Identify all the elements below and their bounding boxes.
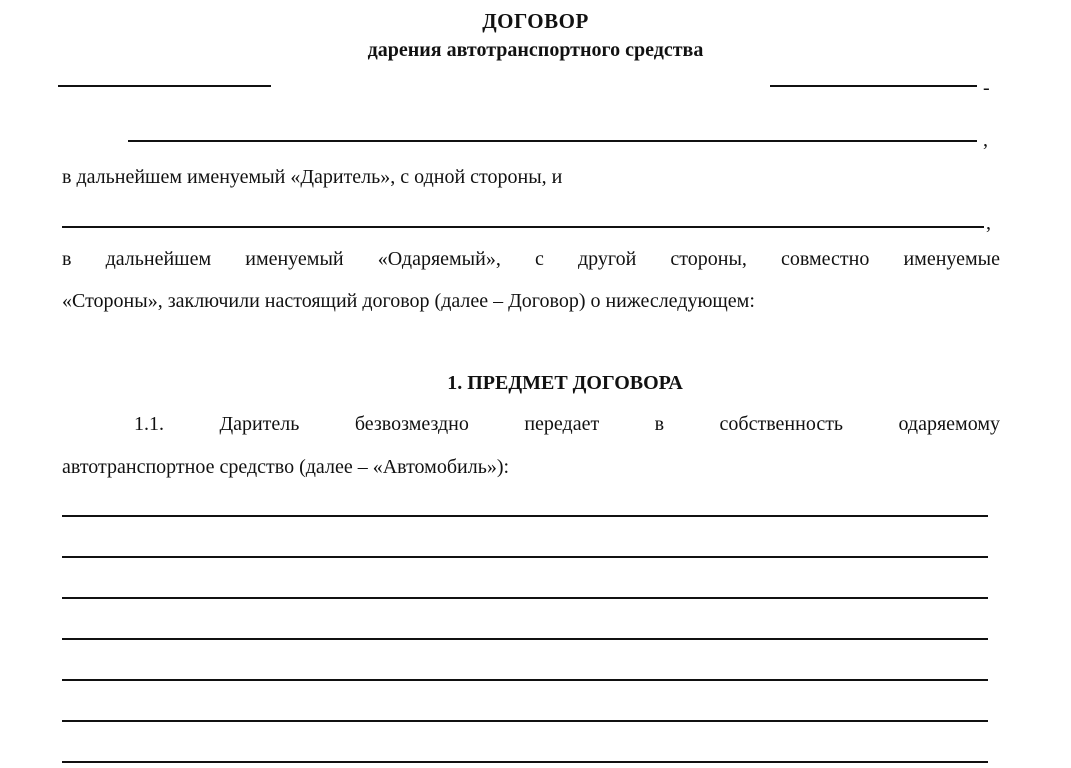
donee-designation-text: в дальнейшем именуемый «Одаряемый», с другой стороны, совместно именуемые [62,248,1000,270]
donor-name-comma: , [983,129,988,151]
vehicle-description-line[interactable] [62,556,988,558]
section-1-heading: 1. ПРЕДМЕТ ДОГОВОРА [447,372,683,394]
vehicle-description-line[interactable] [62,720,988,722]
vehicle-description-line[interactable] [62,597,988,599]
date-blank-line[interactable] [770,85,977,87]
city-blank-line[interactable] [58,85,271,87]
clause-1-1-line1: 1.1. Даритель безвозмездно передает в собственность одаряемому [134,413,1000,435]
document-title: ДОГОВОР [482,9,589,33]
donor-designation-text: в дальнейшем именуемый «Даритель», с одной стороны, и [62,166,563,188]
date-blank-dash: - [983,77,990,99]
vehicle-description-line[interactable] [62,761,988,763]
document-subtitle: дарения автотранспортного средства [367,39,704,61]
donee-name-comma: , [986,212,991,234]
donee-name-blank-line[interactable] [62,226,984,228]
parties-agreement-text: «Стороны», заключили настоящий договор (далее – Договор) о нижеследующем: [62,290,755,312]
clause-1-1-line2: автотранспортное средство (далее – «Автомобиль»): [62,456,510,478]
vehicle-description-line[interactable] [62,638,988,640]
vehicle-description-line[interactable] [62,679,988,681]
donor-name-blank-line[interactable] [128,140,977,142]
vehicle-description-line[interactable] [62,515,988,517]
